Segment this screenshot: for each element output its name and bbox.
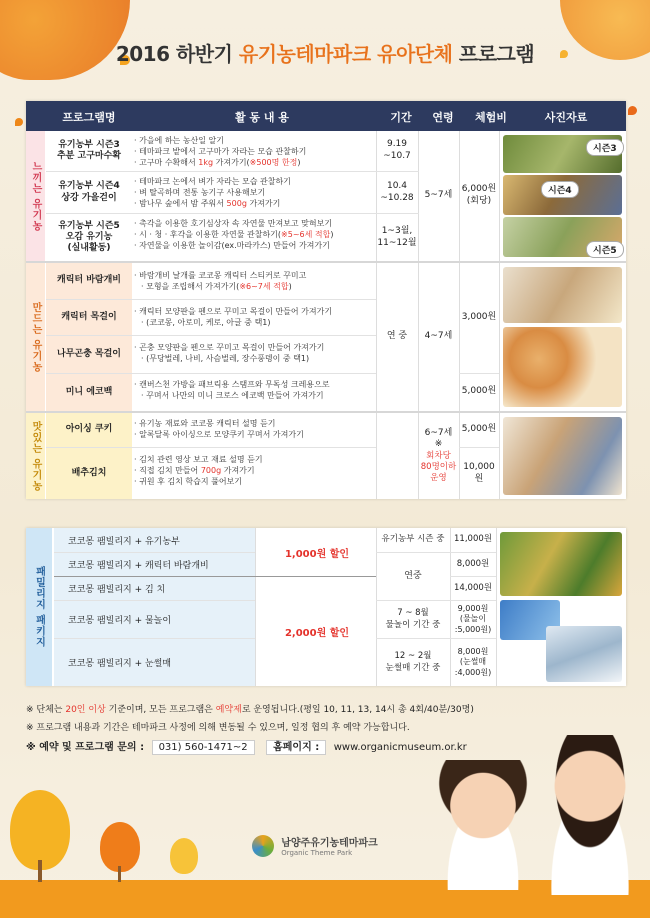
fee: 8,000원 (눈썰매 :4,000원)	[454, 646, 492, 677]
activity-list: · 김치 관련 영상 보고 재료 설명 듣기 · 직접 김치 만들어 700g 가져가기 · 귀원 후 김치 학습지 풀어보기	[134, 455, 390, 487]
section-tasty-organic	[26, 413, 626, 499]
note-2: ※ 프로그램 내용과 기간은 테마파크 사정에 의해 변동될 수 있으며, 일정 협의 후 예약 가능합니다.	[26, 723, 410, 733]
fee: 11,000원	[454, 534, 492, 545]
note-1: ※ 단체는 20인 이상 기준이며, 모든 프로그램은 예약제로 운영됩니다.(평일 10, 11, 13, 14시 총 4회/40분/30명)	[26, 705, 474, 715]
program-name: 아이싱 쿠키	[46, 413, 132, 447]
activity-list: · 촉각을 이용한 호기심상자 속 자연물 만져보고 맞혀보기 · 시 · 청 · 후각을 이용한 자연물 관찰하기(※5~6세 적합) · 자연물을 이용한 놀이감(ex.마라카스) 만들어 가져가기	[134, 219, 390, 251]
photo-crafts	[503, 267, 622, 323]
section-tag: 맛있는 유기농	[26, 413, 45, 499]
photo-label: 시즌5	[586, 241, 624, 258]
col-age: 연령	[432, 111, 454, 124]
section-tag: 만드는 유기농	[26, 263, 45, 411]
page-title: 2016 하반기 유기농테마파크 유아단체 프로그램	[115, 42, 535, 66]
col-period: 기간	[390, 111, 412, 124]
photo-label: 시즌3	[586, 139, 624, 156]
homepage-label: 홈페이지 :	[266, 740, 326, 755]
homepage-link[interactable]: www.organicmuseum.or.kr	[333, 742, 467, 753]
activity-list: · 테마파크 논에서 벼가 자라는 모습 관찰하기 · 벼 탈곡하며 전통 농기구 사용해보기 · 밤나무 숲에서 밤 주워서 500g 가져가기	[134, 177, 390, 209]
photo-cooking	[503, 417, 622, 495]
photo-family-farm	[500, 532, 622, 596]
family-row: 코코몽 팸빌리지 + 캐릭터 바람개비	[54, 553, 255, 576]
discount-1000: 1,000원 할인	[284, 548, 350, 560]
period: 9.19 ~10.7	[383, 139, 411, 161]
fee: 8,000원	[456, 558, 490, 569]
family-row: 코코몽 팸빌리지 + 물놀이	[54, 601, 255, 638]
activity-list: · 곤충 모양판을 펜으로 꾸미고 목걸이 만들어 가져가기 · (무당벌레, 나비, 사슴벌레, 장수풍뎅이 중 택1)	[134, 343, 390, 365]
program-name: 유기농부 시즌5 오감 유기농 (실내활동)	[58, 220, 120, 254]
period: 유기농부 시즌 중	[381, 534, 445, 545]
fee: 6,000원 (회당)	[461, 184, 497, 206]
contact-line: ※ 예약 및 프로그램 문의 : 031) 560-1471~2 홈페이지 : www.organicmuseum.or.kr	[26, 742, 467, 753]
period: 연 중	[386, 331, 408, 342]
table-header	[26, 101, 626, 131]
fee: 5,000원	[461, 386, 497, 397]
tree-icon	[10, 790, 70, 870]
program-name: 미니 에코백	[46, 374, 132, 411]
fee: 9,000원 (물놀이 :5,000원)	[454, 603, 492, 634]
activity-list: · 바람개비 날개를 코코몽 캐릭터 스티커로 꾸미고 · 모형을 조립해서 가져가기(※6~7세 적합)	[134, 271, 390, 293]
program-table	[26, 101, 626, 499]
family-package-table	[26, 528, 626, 686]
tree-trunk	[118, 866, 121, 882]
activity-list: · 유기농 재료와 코코몽 캐릭터 설명 듣기 · 알록달록 아이싱으로 모양쿠키 꾸며서 가져가기	[134, 419, 390, 441]
fee: 14,000원	[454, 582, 492, 593]
logo-icon	[252, 835, 274, 857]
col-program-name: 프로그램명	[62, 111, 116, 124]
period: 7 ~ 8월 물놀이 기간 중	[385, 608, 441, 630]
photo-necklace	[503, 327, 622, 407]
tree-trunk	[38, 860, 42, 882]
period: 10.4 ~10.28	[380, 180, 414, 203]
fee: 10,000원	[463, 461, 495, 484]
tree-icon	[170, 838, 198, 874]
col-activity: 활 동 내 용	[235, 111, 289, 124]
falling-leaf-icon	[15, 118, 23, 126]
section-feel-organic	[26, 131, 626, 263]
program-name: 유기농부 시즌4 상강 가을걷이	[58, 181, 120, 203]
family-row: 코코몽 팸빌리지 + 눈썰매	[54, 639, 255, 686]
child-boy-image	[428, 760, 538, 890]
discount-2000: 2,000원 할인	[284, 628, 350, 639]
section-make-organic	[26, 263, 626, 413]
activity-list: · 캔버스천 가방을 패브릭용 스탬프와 무독성 크레용으로 · 꾸며서 나만의 미니 크로스 에코백 만들어 가져가기	[134, 380, 390, 402]
fee: 5,000원	[461, 424, 497, 435]
family-row: 코코몽 팸빌리지 + 김 치	[54, 577, 255, 600]
section-tag: 느끼는 유기농	[26, 131, 45, 261]
age: 4~7세	[424, 331, 453, 342]
child-girl-image	[530, 735, 650, 895]
family-row: 코코몽 팸빌리지 + 유기농부	[54, 528, 255, 552]
note-mark: ※	[434, 439, 443, 450]
tree-icon	[100, 822, 140, 872]
park-logo: 남양주유기농테마파크 Organic Theme Park	[252, 834, 378, 857]
period: 12 ~ 2월 눈썰매 기간 중	[385, 651, 441, 673]
falling-leaf-icon	[628, 106, 637, 115]
age-cell	[418, 413, 459, 499]
program-name: 배추김치	[46, 448, 132, 499]
col-fee: 체험비	[475, 111, 507, 124]
program-name: 나무곤충 목걸이	[46, 336, 132, 373]
activity-list: · 캐릭터 모양판을 펜으로 꾸미고 목걸이 만들어 가져가기 · (코코몽, 아로미, 케로, 아글 중 택1)	[134, 307, 390, 329]
age-note: 회차당 80명이하 운영	[420, 451, 457, 484]
phone-number[interactable]: 031) 560-1471~2	[152, 740, 255, 755]
age: 5~7세	[424, 190, 453, 201]
section-tag: 패밀리지 패키지	[26, 528, 52, 686]
program-name: 유기농부 시즌3 추분 고구마수확	[57, 139, 121, 161]
activity-list: · 가을에 하는 농산일 알기 · 테마파크 밭에서 고구마가 자라는 모습 관찰하기 · 고구마 수확해서 1kg 가져가기(※500명 한정)	[134, 136, 390, 168]
fee: 3,000원	[461, 312, 497, 323]
program-name: 캐릭터 목걸이	[46, 300, 132, 335]
photo-label: 시즌4	[541, 181, 579, 198]
photo-sled	[546, 626, 622, 682]
period: 1~3월, 11~12월	[377, 225, 417, 248]
program-name: 캐릭터 바람개비	[46, 263, 132, 299]
period: 연중	[404, 570, 422, 581]
age: 6~7세	[424, 427, 453, 438]
col-photo: 사진자료	[544, 111, 588, 124]
